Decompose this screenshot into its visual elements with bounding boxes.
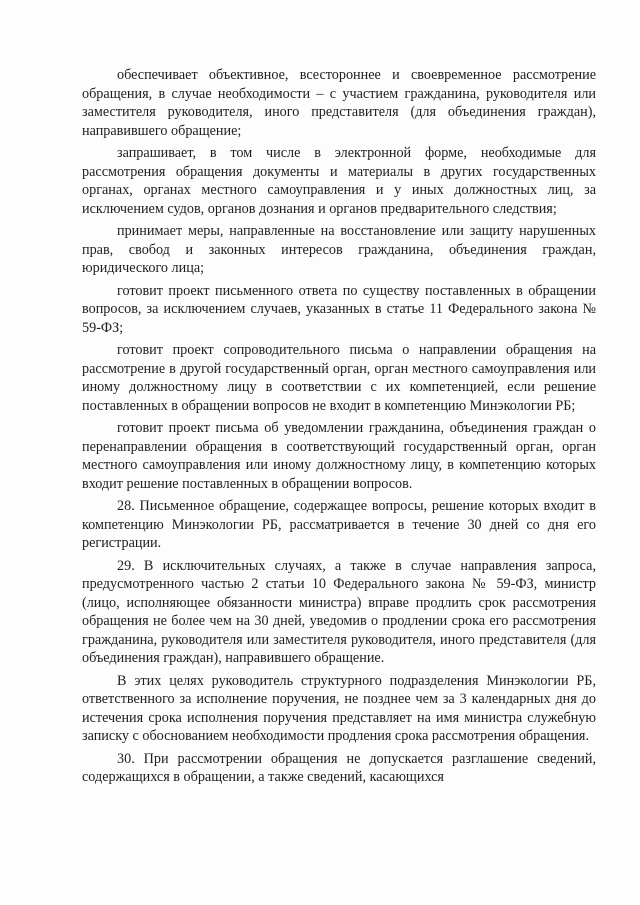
paragraph: обеспечивает объективное, всестороннее и своевременное рассмотрение обращения, в случае необходимости – с участием гражданина, руководителя или заместителя руководителя, иного представителя (для объединения граждан), направившего обращение; <box>82 67 596 139</box>
paragraph: готовит проект сопроводительного письма о направлении обращения на рассмотрение в другой государственный орган, орган местного самоуправления или иному должностному лицу в соответствии с их компетенцией, если решение поставленных в обращении вопросов не входит в компетенцию Минэкологии РБ; <box>82 342 596 414</box>
paragraph: принимает меры, направленные на восстановление или защиту нарушенных прав, свобод и законных интересов гражданина, объединения граждан, юридического лица; <box>82 223 596 276</box>
paragraph: запрашивает, в том числе в электронной форме, необходимые для рассмотрения обращения документы и материалы в других государственных органах, органах местного самоуправления и у иных должностных лиц, за исключением судов, органов дознания и органов предварительного следствия; <box>82 145 596 217</box>
paragraph: В этих целях руководитель структурного подразделения Минэкологии РБ, ответственного за исполнение поручения, не позднее чем за 3 календарных дня до истечения срока исполнения поручения представляет на имя министра служебную записку с обоснованием необходимости продления срока рассмотрения обращения. <box>82 672 596 744</box>
paragraph-item-28: 28. Письменное обращение, содержащее вопросы, решение которых входит в компетенцию Минэкологии РБ, рассматривается в течение 30 дней со дня его регистрации. <box>82 498 596 551</box>
document-body <box>82 66 596 791</box>
paragraph: готовит проект письма об уведомлении гражданина, объединения граждан о перенаправлении обращения в соответствующий государственный орган, орган местного самоуправления или иному должностному лицу, в компетенцию которых входит решение поставленных в обращении вопросов. <box>82 420 596 492</box>
paragraph: готовит проект письменного ответа по существу поставленных в обращении вопросов, за исключением случаев, указанных в статье 11 Федерального закона № 59-ФЗ; <box>82 282 596 336</box>
paragraph-item-29: 29. В исключительных случаях, а также в случае направления запроса, предусмотренного частью 2 статьи 10 Федерального закона № 59-ФЗ, министр (лицо, исполняющее обязанности министра) вправе продлить срок рассмотрения обращения не более чем на 30 дней, уведомив о продлении срока его рассмотрения гражданина, руководителя или заместителя руководителя, иного представителя (для объединения граждан), направившего обращение. <box>82 557 596 666</box>
paragraph-item-30: 30. При рассмотрении обращения не допускается разглашение сведений, содержащихся в обращении, а также сведений, касающихся <box>82 750 596 785</box>
